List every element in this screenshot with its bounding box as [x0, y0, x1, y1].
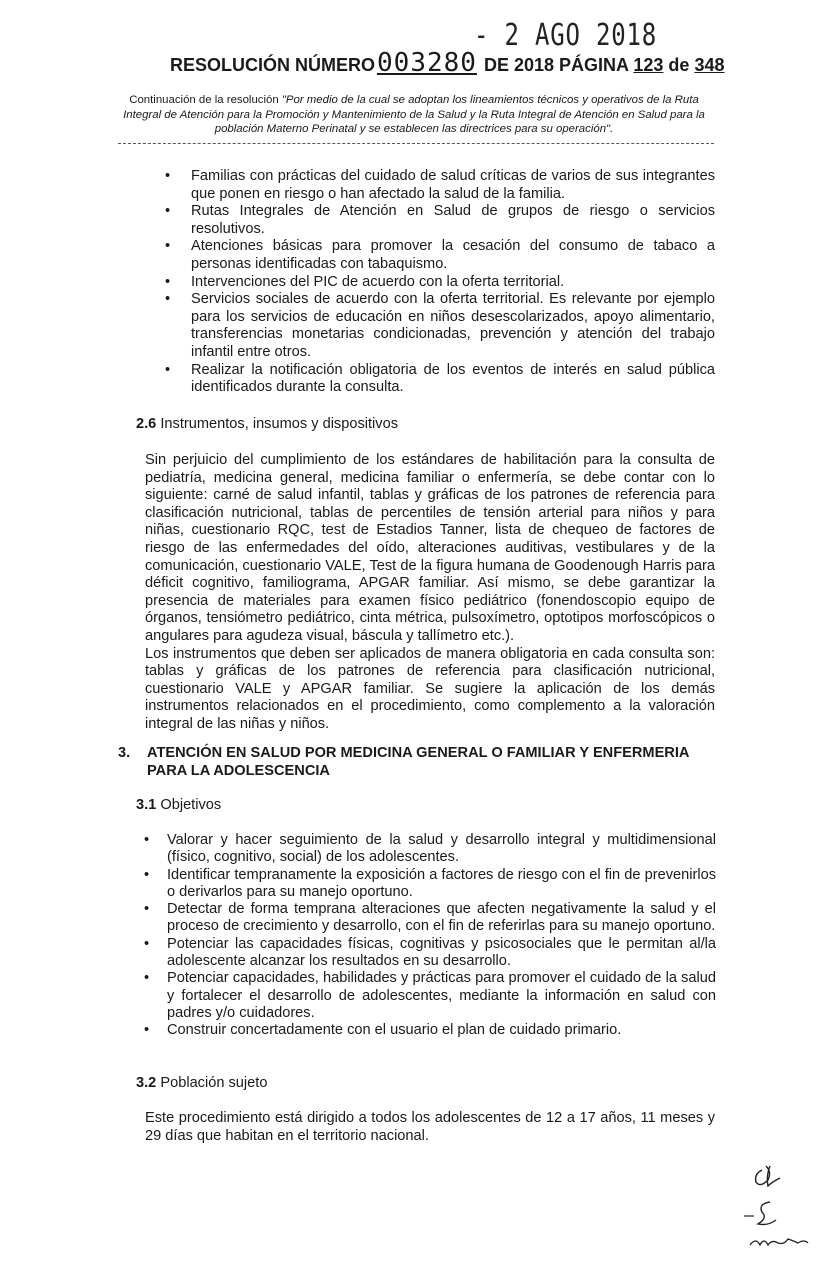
section-3-2-heading	[136, 1075, 267, 1091]
list-item: • Rutas Integrales de Atención en Salud de grupos de riesgo o servicios resolutivos.	[163, 203, 715, 238]
continuation-quote: "Por medio de la cual se adoptan los lineamientos técnicos y operativos de la Ruta Integral de Atención para la Promoción y Mantenimiento de la Salud y la Ruta Integral de Atención en Salud para la población Materno Perinatal y se establecen las directrices para su operación".	[123, 94, 705, 135]
section-number: 3.1	[136, 797, 157, 813]
continuation-label: Continuación de la resolución	[129, 94, 282, 106]
objectives-list	[142, 832, 716, 1040]
section-2-6-heading	[136, 416, 398, 432]
section-3-2-body: Este procedimiento está dirigido a todos los adolescentes de 12 a 17 años, 11 meses y 29 días que habitan en el territorio nacional.	[145, 1110, 715, 1144]
section-3-1-heading	[136, 797, 221, 813]
list-item: • Servicios sociales de acuerdo con la oferta territorial. Es relevante por ejemplo para los servicios de educación en niños desescolarizados, apoyo alimentario, transferencias monetarias condicionadas, prevención y atención del trabajo infantil entre otros.	[163, 291, 715, 361]
list-item: • Identificar tempranamente la exposición a factores de riesgo con el fin de prevenirlos o derivarlos para su manejo oportuno.	[142, 867, 716, 902]
section-2-6-body	[145, 452, 715, 734]
list-item: • Intervenciones del PIC de acuerdo con la oferta territorial.	[163, 274, 715, 292]
total-pages: 348	[694, 55, 725, 75]
paragraph: Los instrumentos que deben ser aplicados de manera obligatoria en cada consulta son: tablas y gráficas de los patrones de referencia para clasificación nutricional, cuestionario VALE y APGAR familiar. Se sugiere la aplicación de los demás instrumentos relacionados en el procedimiento, como complemento a la valoración integral de las niñas y niños.	[145, 645, 715, 732]
list-item: • Construir concertadamente con el usuario el plan de cuidado primario.	[142, 1022, 716, 1039]
header-divider	[118, 143, 714, 144]
date-stamp: - 2 AGO 2018	[474, 18, 657, 53]
section-title: ATENCIÓN EN SALUD POR MEDICINA GENERAL O FAMILIAR Y ENFERMERIA PARA LA ADOLESCENCIA	[147, 745, 689, 779]
section-number: 2.6	[136, 416, 157, 432]
page-number: 123	[633, 55, 664, 75]
section-title: Instrumentos, insumos y dispositivos	[160, 416, 399, 432]
section-title: Objetivos	[160, 797, 222, 813]
continuation-note	[118, 93, 710, 137]
resolution-header	[170, 48, 725, 78]
header-de: de	[668, 55, 690, 75]
list-item: • Realizar la notificación obligatoria de los eventos de interés en salud pública identificados durante la consulta.	[163, 362, 715, 397]
list-item: • Detectar de forma temprana alteraciones que afecten negativamente la salud y el proceso de crecimiento y desarrollo, con el fin de referirlas para su manejo oportuno.	[142, 901, 716, 936]
section-title: Población sujeto	[160, 1075, 268, 1091]
resolution-number: 003280	[377, 48, 477, 78]
list-item: • Potenciar las capacidades físicas, cognitivas y psicosociales que le permitan al/la adolescente alcanzar los resultados en su desarrollo.	[142, 936, 716, 971]
paragraph: Sin perjuicio del cumplimiento de los estándares de habilitación para la consulta de pediatría, medicina general, medicina familiar o enfermería, se debe contar con lo siguiente: carné de salud infantil, tablas y gráficas de los patrones de referencia para clasificación nutricional, tablas de percentiles de tensión arterial para niños y para niñas, cuestionario RQC, test de Estadios Tanner, lista de chequeo de factores de riesgo de las enfermedades del oído, alteraciones auditivas, vestibulares y de la comunicación, cuestionario VALE, Test de la figura humana de Goodenough Harris para déficit cognitivo, familiograma, APGAR familiar. Así mismo, se debe garantizar la presencia de materiales para examen físico pediátrico (fonendoscopio equipo de órganos, tensiómetro pediátrico, cinta métrica, pulsoxímetro, optotipos morfoscópicos o angulares para agudeza visual, báscula y tallímetro etc.).	[145, 452, 715, 644]
header-middle: DE 2018 PÁGINA	[483, 55, 629, 75]
list-item: • Atenciones básicas para promover la cesación del consumo de tabaco a personas identificadas con tabaquismo.	[163, 238, 715, 273]
header-prefix: RESOLUCIÓN NÚMERO	[170, 55, 376, 75]
section-number: 3.	[118, 745, 131, 761]
section-3-heading	[118, 745, 718, 780]
list-item: • Familias con prácticas del cuidado de salud críticas de varios de sus integrantes que ponen en riesgo o han afectado la salud de la familia.	[163, 168, 715, 203]
initials-signature-icon	[740, 1150, 820, 1260]
referral-list	[163, 168, 715, 397]
list-item: • Potenciar capacidades, habilidades y prácticas para promover el cuidado de la salud y fortalecer el desarrollo de adolescentes, mediante la información en salud con padres y/o cuidadores.	[142, 970, 716, 1022]
section-number: 3.2	[136, 1075, 157, 1091]
list-item: • Valorar y hacer seguimiento de la salud y desarrollo integral y multidimensional (físico, cognitivo, social) de los adolescentes.	[142, 832, 716, 867]
